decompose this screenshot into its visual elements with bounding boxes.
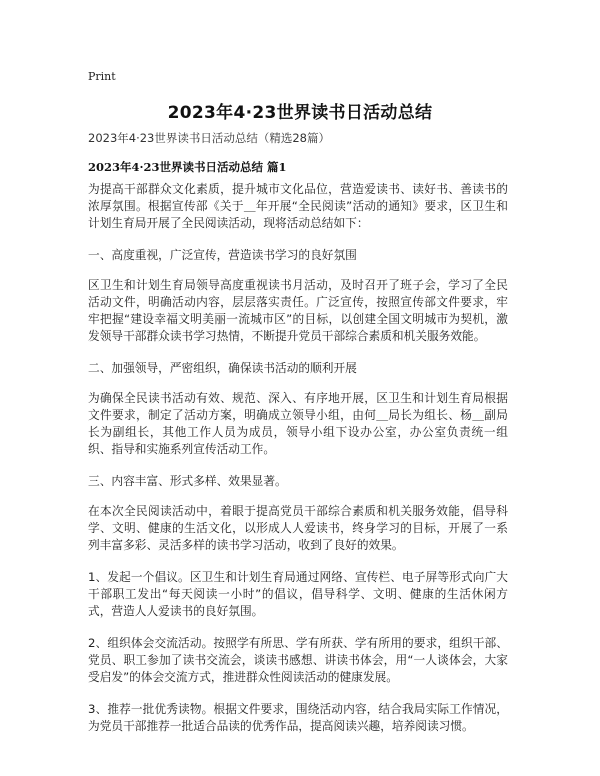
document-title: 2023年4·23世界读书日活动总结 [167,103,433,123]
body-paragraph: 在本次全民阅读活动中，着眼于提高党员干部综合素质和机关服务效能，倡导科学、文明、健康的生活文化，以形成人人爱读书，终身学习的目标，开展了一系列丰富多彩、灵活多样的读书学习活动，收到了良好的效果。 [88,504,508,552]
list-item: 3、推荐一批优秀读物。根据文件要求，围绕活动内容，结合我局实际工作情况，为党员干部推荐一批适合品读的优秀作品，提高阅读兴趣，培养阅读习惯。 [88,702,508,733]
body-paragraph: 区卫生和计划生育局领导高度重视读书月活动，及时召开了班子会，学习了全民活动文件，明确活动内容，层层落实责任。广泛宣传，按照宣传部文件要求，牢牢把握“建设幸福文明美丽一流城市区”的目标，以创建全国文明城市为契机，激发领导干部群众读书学习热情，不断提升党员干部综合素质和机关服务效能。 [88,278,508,343]
intro-paragraph: 为提高干部群众文化素质，提升城市文化品位，营造爱读书、读好书、善读书的浓厚氛围。根据宣传部《关于＿年开展“全民阅读”活动的通知》要求，区卫生和计划生育局开展了全民阅读活动，现将活动总结如下： [88,182,508,230]
list-item: 2、组织体会交流活动。按照学有所思、学有所获、学有所用的要求，组织干部、党员、职工参加了读书交流会，谈读书感想、讲读书体会，用“一人谈体会，大家受启发”的体会交流方式，推进群众性阅读活动的健康发展。 [88,636,508,684]
subheading-one: 一、高度重视，广泛宣传，营造读书学习的良好氛围 [88,248,357,262]
subheading-three: 三、内容丰富、形式多样、效果显著。 [88,474,287,488]
body-paragraph: 为确保全民读书活动有效、规范、深入、有序地开展，区卫生和计划生育局根据文件要求，制定了活动方案，明确成立领导小组，由何＿局长为组长、杨＿副局长为副组长，其他工作人员为成员，领导小组下设办公室，办公室负责统一组织、指导和实施系列宣传活动工作。 [88,391,508,456]
print-label[interactable]: Print [88,70,116,83]
document-subtitle: 2023年4·23世界读书日活动总结（精选28篇） [88,131,331,145]
subheading-two: 二、加强领导，严密组织，确保读书活动的顺利开展 [88,361,357,375]
document-body [88,181,508,750]
section-heading: 2023年4·23世界读书日活动总结 篇1 [88,160,287,174]
list-item: 1、发起一个倡议。区卫生和计划生育局通过网络、宣传栏、电子屏等形式向广大干部职工发出“每天阅读一小时”的倡议，倡导科学、文明、健康的生活休闲方式，营造人人爱读书的良好氛围。 [88,570,508,618]
